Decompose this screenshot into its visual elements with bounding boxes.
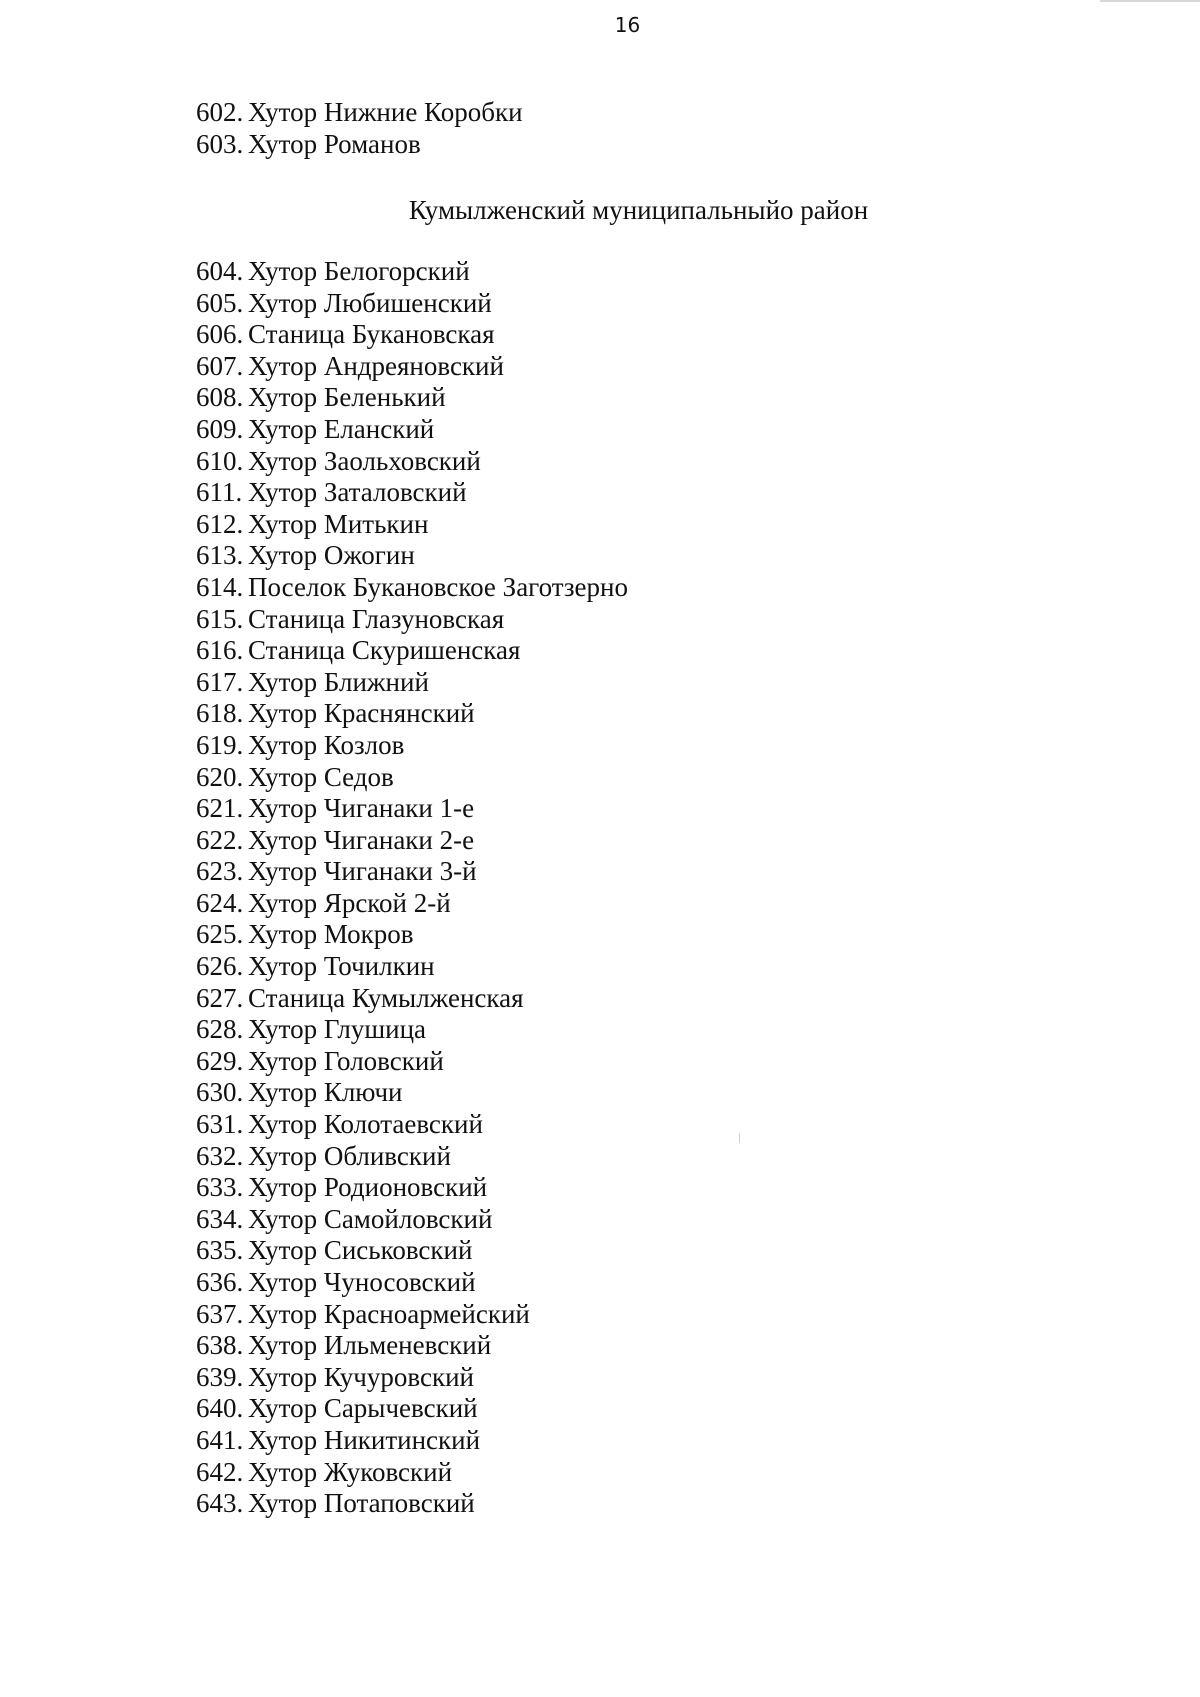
list-item [0, 1457, 628, 1489]
settlement-name: Поселок Букановское Заготзерно [248, 571, 628, 602]
list-item [0, 1425, 628, 1457]
item-number: 610. [196, 445, 244, 476]
list-item [0, 414, 628, 446]
item-number: 625. [196, 919, 244, 950]
item-number: 607. [196, 350, 244, 381]
settlement-name: Хутор Чуносовский [248, 1267, 476, 1297]
list-item [0, 351, 628, 383]
item-number: 606. [196, 319, 244, 350]
settlement-name: Станица Скуришенская [248, 635, 521, 666]
list-item [0, 983, 628, 1015]
item-number: 628. [196, 1014, 244, 1045]
item-number: 631. [196, 1109, 244, 1140]
settlement-name: Хутор Ярской 2-й [248, 887, 451, 918]
list-item [0, 825, 628, 857]
list-item [0, 888, 628, 920]
list-item [0, 1109, 628, 1141]
settlement-list-continued [0, 97, 523, 160]
item-number: 637. [196, 1298, 244, 1329]
settlement-name: Хутор Белогорский [248, 256, 470, 286]
settlement-list [0, 256, 628, 1520]
list-item [0, 97, 523, 129]
item-number: 604. [196, 256, 244, 286]
settlement-name: Хутор Козлов [248, 729, 405, 760]
item-number: 611. [196, 477, 243, 508]
settlement-name: Хутор Потаповский [248, 1488, 475, 1519]
item-number: 620. [196, 761, 244, 792]
item-number: 624. [196, 887, 244, 918]
settlement-name: Хутор Мокров [248, 919, 414, 950]
settlement-name: Хутор Колотаевский [248, 1109, 483, 1140]
list-item [0, 919, 628, 951]
settlement-name: Хутор Чиганаки 3-й [248, 856, 477, 887]
list-item [0, 572, 628, 604]
list-item [0, 730, 628, 762]
list-item [0, 1488, 628, 1520]
item-number: 629. [196, 1045, 244, 1076]
item-number: 614. [196, 571, 244, 602]
settlement-name: Хутор Кучуровский [248, 1361, 474, 1392]
list-item [0, 1330, 628, 1362]
list-item [0, 509, 628, 541]
list-item [0, 1393, 628, 1425]
settlement-name: Хутор Глушица [248, 1014, 427, 1045]
item-number: 616. [196, 635, 244, 666]
settlement-name: Хутор Чиганаки 1-е [248, 793, 475, 824]
settlement-name: Станица Букановская [248, 319, 495, 350]
list-item [0, 762, 628, 794]
list-item [0, 129, 523, 161]
settlement-name: Хутор Жуковский [248, 1456, 453, 1487]
item-number: 609. [196, 413, 244, 444]
item-number: 619. [196, 729, 244, 760]
item-number: 640. [196, 1393, 244, 1424]
settlement-name: Хутор Ожогин [248, 540, 415, 571]
item-number: 622. [196, 824, 244, 855]
list-item [0, 477, 628, 509]
list-item [0, 1299, 628, 1331]
settlement-name: Хутор Ильменевский [248, 1330, 492, 1361]
item-number: 615. [196, 603, 244, 634]
item-number: 603. [196, 128, 244, 159]
settlement-name: Станица Глазуновская [248, 603, 505, 634]
settlement-name: Хутор Родионовский [248, 1172, 488, 1203]
item-number: 626. [196, 951, 244, 982]
list-item [0, 1362, 628, 1394]
list-item [0, 604, 628, 636]
settlement-name: Хутор Сарычевский [248, 1393, 478, 1424]
item-number: 641. [196, 1424, 244, 1455]
list-item [0, 540, 628, 572]
settlement-name: Хутор Никитинский [248, 1424, 481, 1455]
list-item [0, 446, 628, 478]
item-number: 633. [196, 1172, 244, 1203]
item-number: 634. [196, 1203, 244, 1234]
item-number: 632. [196, 1140, 244, 1171]
list-item [0, 635, 628, 667]
list-item [0, 856, 628, 888]
item-number: 639. [196, 1361, 244, 1392]
list-item [0, 382, 628, 414]
list-item [0, 1235, 628, 1267]
list-item [0, 667, 628, 699]
section-title: Кумылженский муниципальныйо район [408, 195, 869, 225]
list-item [0, 319, 628, 351]
scan-edge-line [1100, 0, 1200, 2]
list-item [0, 1014, 628, 1046]
page-number: 16 [614, 13, 641, 37]
settlement-name: Хутор Андреяновский [248, 350, 504, 381]
list-item [0, 288, 628, 320]
item-number: 612. [196, 508, 244, 539]
list-item [0, 256, 628, 288]
list-item [0, 1172, 628, 1204]
scan-mark [739, 1133, 740, 1143]
list-item [0, 1046, 628, 1078]
list-item [0, 1267, 628, 1299]
settlement-name: Хутор Митькин [248, 508, 429, 539]
settlement-name: Хутор Беленький [248, 382, 446, 413]
item-number: 617. [196, 666, 244, 697]
item-number: 643. [196, 1488, 244, 1519]
item-number: 613. [196, 540, 244, 571]
item-number: 623. [196, 856, 244, 887]
settlement-name: Хутор Заталовский [248, 477, 467, 508]
settlement-name: Станица Кумылженская [248, 982, 524, 1013]
item-number: 642. [196, 1456, 244, 1487]
settlement-name: Хутор Заольховский [248, 445, 481, 476]
settlement-name: Хутор Нижние Коробки [248, 97, 523, 127]
list-item [0, 1141, 628, 1173]
item-number: 627. [196, 982, 244, 1013]
list-item [0, 1204, 628, 1236]
settlement-name: Хутор Седов [248, 761, 394, 792]
settlement-name: Хутор Красноармейский [248, 1298, 530, 1329]
settlement-name: Хутор Обливский [248, 1140, 451, 1171]
settlement-name: Хутор Чиганаки 2-е [248, 824, 475, 855]
item-number: 608. [196, 382, 244, 413]
list-item [0, 951, 628, 983]
list-item [0, 1077, 628, 1109]
item-number: 636. [196, 1267, 244, 1297]
item-number: 618. [196, 698, 244, 729]
item-number: 630. [196, 1077, 244, 1108]
settlement-name: Хутор Еланский [248, 413, 435, 444]
settlement-name: Хутор Ближний [248, 666, 429, 697]
item-number: 605. [196, 287, 244, 318]
item-number: 602. [196, 97, 244, 127]
settlement-name: Хутор Головский [248, 1045, 444, 1076]
list-item [0, 698, 628, 730]
settlement-name: Хутор Точилкин [248, 951, 435, 982]
settlement-name: Хутор Самойловский [248, 1203, 493, 1234]
item-number: 635. [196, 1235, 244, 1266]
settlement-name: Хутор Ключи [248, 1077, 403, 1108]
settlement-name: Хутор Сиськовский [248, 1235, 473, 1266]
item-number: 638. [196, 1330, 244, 1361]
settlement-name: Хутор Краснянский [248, 698, 475, 729]
item-number: 621. [196, 793, 244, 824]
settlement-name: Хутор Любишенский [248, 287, 492, 318]
settlement-name: Хутор Романов [248, 128, 421, 159]
list-item [0, 793, 628, 825]
